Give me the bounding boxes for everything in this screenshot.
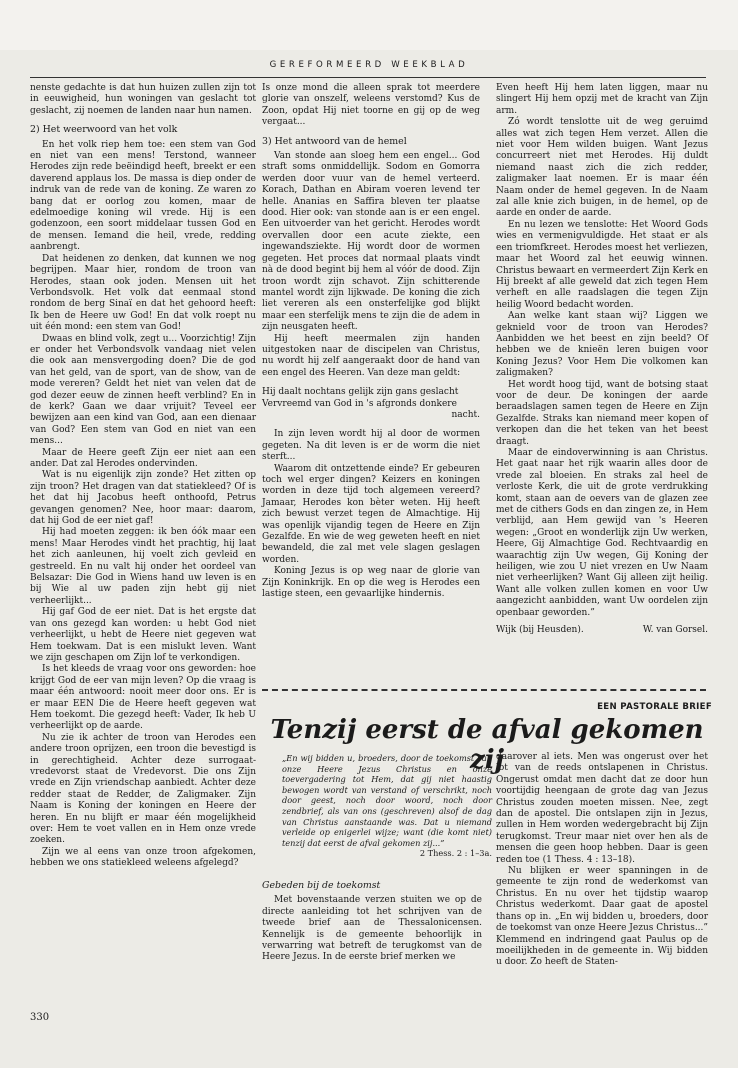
paragraph: Met bovenstaande verzen stuiten we op de directe aanleiding tot het schrijven van de tweede brief aan de Thessalonicensen. Kennelijk is de gemeente behoorlijk in verwarring wat betreft de terugkomst van de Heere Jezus. In de eerste brief merken we [262,895,482,963]
paragraph: Van stonde aan sloeg hem een engel... God straft soms onmiddellijk. Sodom en Gomorra werden door vuur van de hemel verteerd. Korach, Dathan en Abiram voeren levend ter helle. Ananias en Saffira bleven ter plaatse dood. Hier ook: van stonde aan is er een engel. Een uitvoerder van het gericht. Herodes wordt overvallen door een acute ziekte, een ingewandsziekte. Hij wordt door de wormen gegeten. Het proces dat normaal plaats vindt nà de dood begint bij hem al vóór de dood. Zijn troon wordt zijn schavot. Zijn schitterende mantel wordt zijn lijkwade. De koning die zich liet vereren als een onsterfelijke god blijkt maar een sterfelijk mens te zijn die de adem in zijn neusgaten heeft. [262,151,480,333]
article-subheading: Gebeden bij de toekomst [262,880,381,891]
column-1 [30,83,256,870]
paragraph: Zó wordt tenslotte uit de weg geruimd alles wat zich tegen Hem verzet. Allen die niet voor Hem wilden buigen. Want Jezus concurreert niet met Herodes. Hij duldt niemand naast zich die zich redder, zaligmaker laat noemen. Er is maar één Naam onder de hemel gegeven. In de Naam zal alle knie zich buigen, in de hemel, op de aarde en onder de aarde. [496,117,708,219]
article-separator [262,689,706,691]
paragraph: nenste gedachte is dat hun huizen zullen zijn tot in eeuwigheid, hun woningen van geslacht tot geslacht, zij noemen de landen naar hun namen. [30,83,256,116]
paragraph: Maar de Heere geeft Zijn eer niet aan een ander. Dat zal Herodes ondervinden. [30,447,256,469]
poem-line: Hij daalt nochtans gelijk zijn gans geslacht [262,387,459,398]
section-heading: 3) Het antwoord van de hemel [262,135,407,147]
poem-quote [262,387,480,421]
quote-reference: 2 Thess. 2 : 1–3a. [419,848,492,859]
paragraph: daarover al iets. Men was ongerust over het lot van de reeds ontslapenen in Christus. Ongerust omdat men dacht dat ze door hun voortijdig heengaan de grote dag van Jezus Christus zouden moeten missen. Nee, zegt dan de apostel. Die ontslapen zijn in Jezus, zullen in Hem worden wedergebracht bij Zijn terugkomst. Treur maar niet over hen als de mensen die geen hoop hebben. Daar is geen reden toe (1 Thess. 4 : 13–18). [496,752,708,865]
page-number: 330 [30,1012,50,1023]
scripture-quote [282,753,492,859]
running-header: GEREFORMEERD WEEKBLAD [269,60,469,70]
signature-author: W. van Gorsel. [642,625,708,636]
paragraph: Maar de eindoverwinning is aan Christus. Het gaat naar het rijk waarin alles door de vrede zal bloeien. En straks zal heel de verloste Kerk, die uit de grote verdrukking komt, staan aan de oevers van de glazen zee met de cithers Gods en dan zingen ze, in Hem verblijd, aan Hem gewijd van 's Heeren wegen: „Groot en wonderlijk zijn Uw werken, Heere, Gij Almachtige God. Rechtvaardig en waarachtig zijn Uw wegen, Gij Koning der heiligen, wie zou U niet vrezen en Uw Naam niet verheerlijken? Want Gij alleen zijt heilig. Want alle volken zullen komen en voor Uw aangezicht aanbidden, want Uw oordelen zijn openbaar geworden.” [496,448,708,618]
paragraph: Is onze mond die alleen sprak tot meerdere glorie van onszelf, weleens verstomd? Kus de Zoon, opdat Hij niet toorne en gij op de weg vergaat... [262,83,480,128]
column-3 [496,83,708,637]
paragraph: Het wordt hoog tijd, want de botsing staat voor de deur. De koningen der aarde beraadslagen samen tegen de Heere en Zijn Gezalfde. Straks kan niemand meer kopen of verkopen dan die het teken van het beest draagt. [496,379,708,447]
paragraph: Nu zie ik achter de troon van Herodes een andere troon oprijzen, een troon die bevestigd is in gerechtigheid. Achter deze surrogaat-vredevorst staat de Vredevorst. Die ons Zijn vrede en Zijn vriendschap aanbiedt. Achter deze redder staat de Redder, de Zaligmaker. Zijn Naam is Koning der koningen en Heere der heren. En nu blijft er maar één mogelijkheid over: Hem te voet vallen en in Hem onze vrede zoeken. [30,732,256,846]
signature [496,625,708,636]
paragraph: Nu blijken er weer spanningen in de gemeente te zijn rond de wederkomst van Christus. En nu over het tijdstip waarop Christus wederkomt. Daar gaat de apostel thans op in. „En wij bidden u, broeders, door de toekomst van onze Heere Jezus Christus...” Klemmend en indringend gaat Paulus op de moeilijkheden in de gemeente in. Wij bidden u door. Zo heeft de Staten- [496,866,708,968]
article-kicker: EEN PASTORALE BRIEF [597,702,712,712]
paragraph: Zijn we al eens van onze troon afgekomen, hebben we ons statiekleed weleens afgelegd? [30,846,256,869]
signature-place: Wijk (bij Heusden). [496,625,584,636]
paragraph: En nu lezen we tenslotte: Het Woord Gods wies en vermenigvuldigde. Het staat er als een triomfkreet. Herodes moest het verliezen, maar het Woord zal het eeuwig winnen. Christus bewaart en vermeerdert Zijn Kerk en Hij breekt af alle geweld dat zich tegen Hem verheft en alle raadslagen die tegen Zijn heilig Woord bedacht worden. [496,219,708,310]
column-2 [262,83,480,600]
paragraph: Hij heeft meermalen zijn handen uitgestoken naar de discipelen van Christus, nu wordt hij zelf aangeraakt door de hand van een engel des Heeren. Van deze man geldt: [262,333,480,378]
paragraph: Dat heidenen zo denken, dat kunnen we nog begrijpen. Maar hier, rondom de troon van Herodes, staan ook joden. Mensen uit het Verbondsvolk. Het volk dat eenmaal stond rondom de berg Sinaï en dat het gehoord heeft: Ik ben de Heere uw God! En dat volk roept nu uit één mond: een stem van God! [30,253,256,333]
paragraph: Aan welke kant staan wij? Liggen we geknield voor de troon van Herodes? Aanbidden we het beest en zijn beeld? Of hebben we de knieën leren buigen voor Koning Jezus? Voor Hem Die volkomen kan zaligmaken? [496,311,708,379]
paragraph: Dwaas en blind volk, zegt u... Voorzichtig! Zijn er onder het Verbondsvolk vandaag niet velen die ook aan mensvergoding doen? Die de god van het geld, van de sport, van de show, van de mode vereren? Geldt het niet van velen dat de god dezer eeuw de zinnen heeft verblind? En in de kerk? Gaan we daar vrijuit? Teveel eer bewijzen aan een kind van God, aan een dienaar van God? Een stem van God en niet van een mens... [30,333,256,447]
article2-right-column [496,752,708,969]
header-rule [30,77,706,78]
paragraph: Hij had moeten zeggen: ik ben óók maar een mens! Maar Herodes vindt het prachtig, hij laat het zich aanleunen, hij voelt zich gevleid en gestreeld. En nu valt hij onder het oordeel van Belsazar: Die God in Wiens hand uw leven is en bij Wie al uw paden zijn hebt gij niet verheerlijkt... [30,527,256,606]
poem-line: nacht. [451,409,480,420]
paragraph: Even heeft Hij hem laten liggen, maar nu slingert Hij hem opzij met de kracht van Zijn arm. [496,83,708,116]
article-headline: Tenzij eerst de afval gekomen zij [270,715,704,775]
paragraph: Wat is nu eigenlijk zijn zonde? Het zitten op zijn troon? Het dragen van dat statiekleed? Of is het dat hij Jacobus heeft onthoofd, Petrus gevangen genomen? Nee, hoor maar: daarom, dat hij God de eer niet gaf! [30,470,256,527]
article2-left-column [262,880,482,964]
paragraph: Is het kleeds de vraag voor ons geworden: hoe krijgt God de eer van mijn leven? Op die vraag is maar één antwoord: nooit meer door ons. Er is er maar EEN Die de Heere heeft gegeven wat Hem toekomt. Die gezegd heeft: Vader, Ik heb U verheerlijkt op de aarde. [30,664,256,732]
paragraph: In zijn leven wordt hij al door de wormen gegeten. Na dit leven is er de worm die niet sterft... [262,429,480,463]
paragraph: Koning Jezus is op weg naar de glorie van Zijn Koninkrijk. En op die weg is Herodes een lastige steen, een gevaarlijke hindernis. [262,566,480,600]
scan-top-band [0,0,738,50]
quote-text: „En wij bidden u, broeders, door de toekomst van onze Heere Jezus Christus en onze toevergadering tot Hem, dat gij niet haastig bewogen wordt van verstand of verschrikt, noch door geest, noch door woord, noch door zendbrief, als van ons (geschreven) alsof de dag van Christus aanstaande was. Dat u niemand verleide op enigerlei wijze; want (die komt niet) tenzij dat eerst de afval gekomen zij...” [282,753,492,848]
paragraph: Hij gaf God de eer niet. Dat is het ergste dat van ons gezegd kan worden: u hebt God niet verheerlijkt, u hebt de Heere niet gegeven wat Hem toekwam. Dat is een mislukt leven. Want we zijn geschapen om Zijn lof te verkondigen. [30,607,256,663]
poem-line: Vervreemd van God in 's afgronds donkere [262,398,457,409]
paragraph: Waarom dit ontzettende einde? Er gebeuren toch wel erger dingen? Keizers en koningen worden in deze tijd toch algemeen vereerd? Jamaar, Herodes kon bèter weten. Hij heeft zich bewust verzet tegen de Almachtige. Hij was openlijk vijandig tegen de Heere en Zijn Gezalfde. En wie de weg geweten heeft en niet bewandeld, die zal met vele slagen geslagen worden. [262,463,480,565]
paragraph: En het volk riep hem toe: een stem van God en niet van een mens! Terstond, wanneer Herodes zijn rede beëindigd heeft, breekt er een daverend applaus los. De massa is diep onder de indruk van de rede van de koning. Ze waren zo bang dat er oorlog zou komen, maar de edelmoedige koning wil vrede. Hij is een godenzoon, een soort middelaar tussen God en de mensen. Iemand die heil, vrede, redding aanbrengt. [30,139,256,253]
section-heading: 2) Het weerwoord van het volk [30,124,178,136]
